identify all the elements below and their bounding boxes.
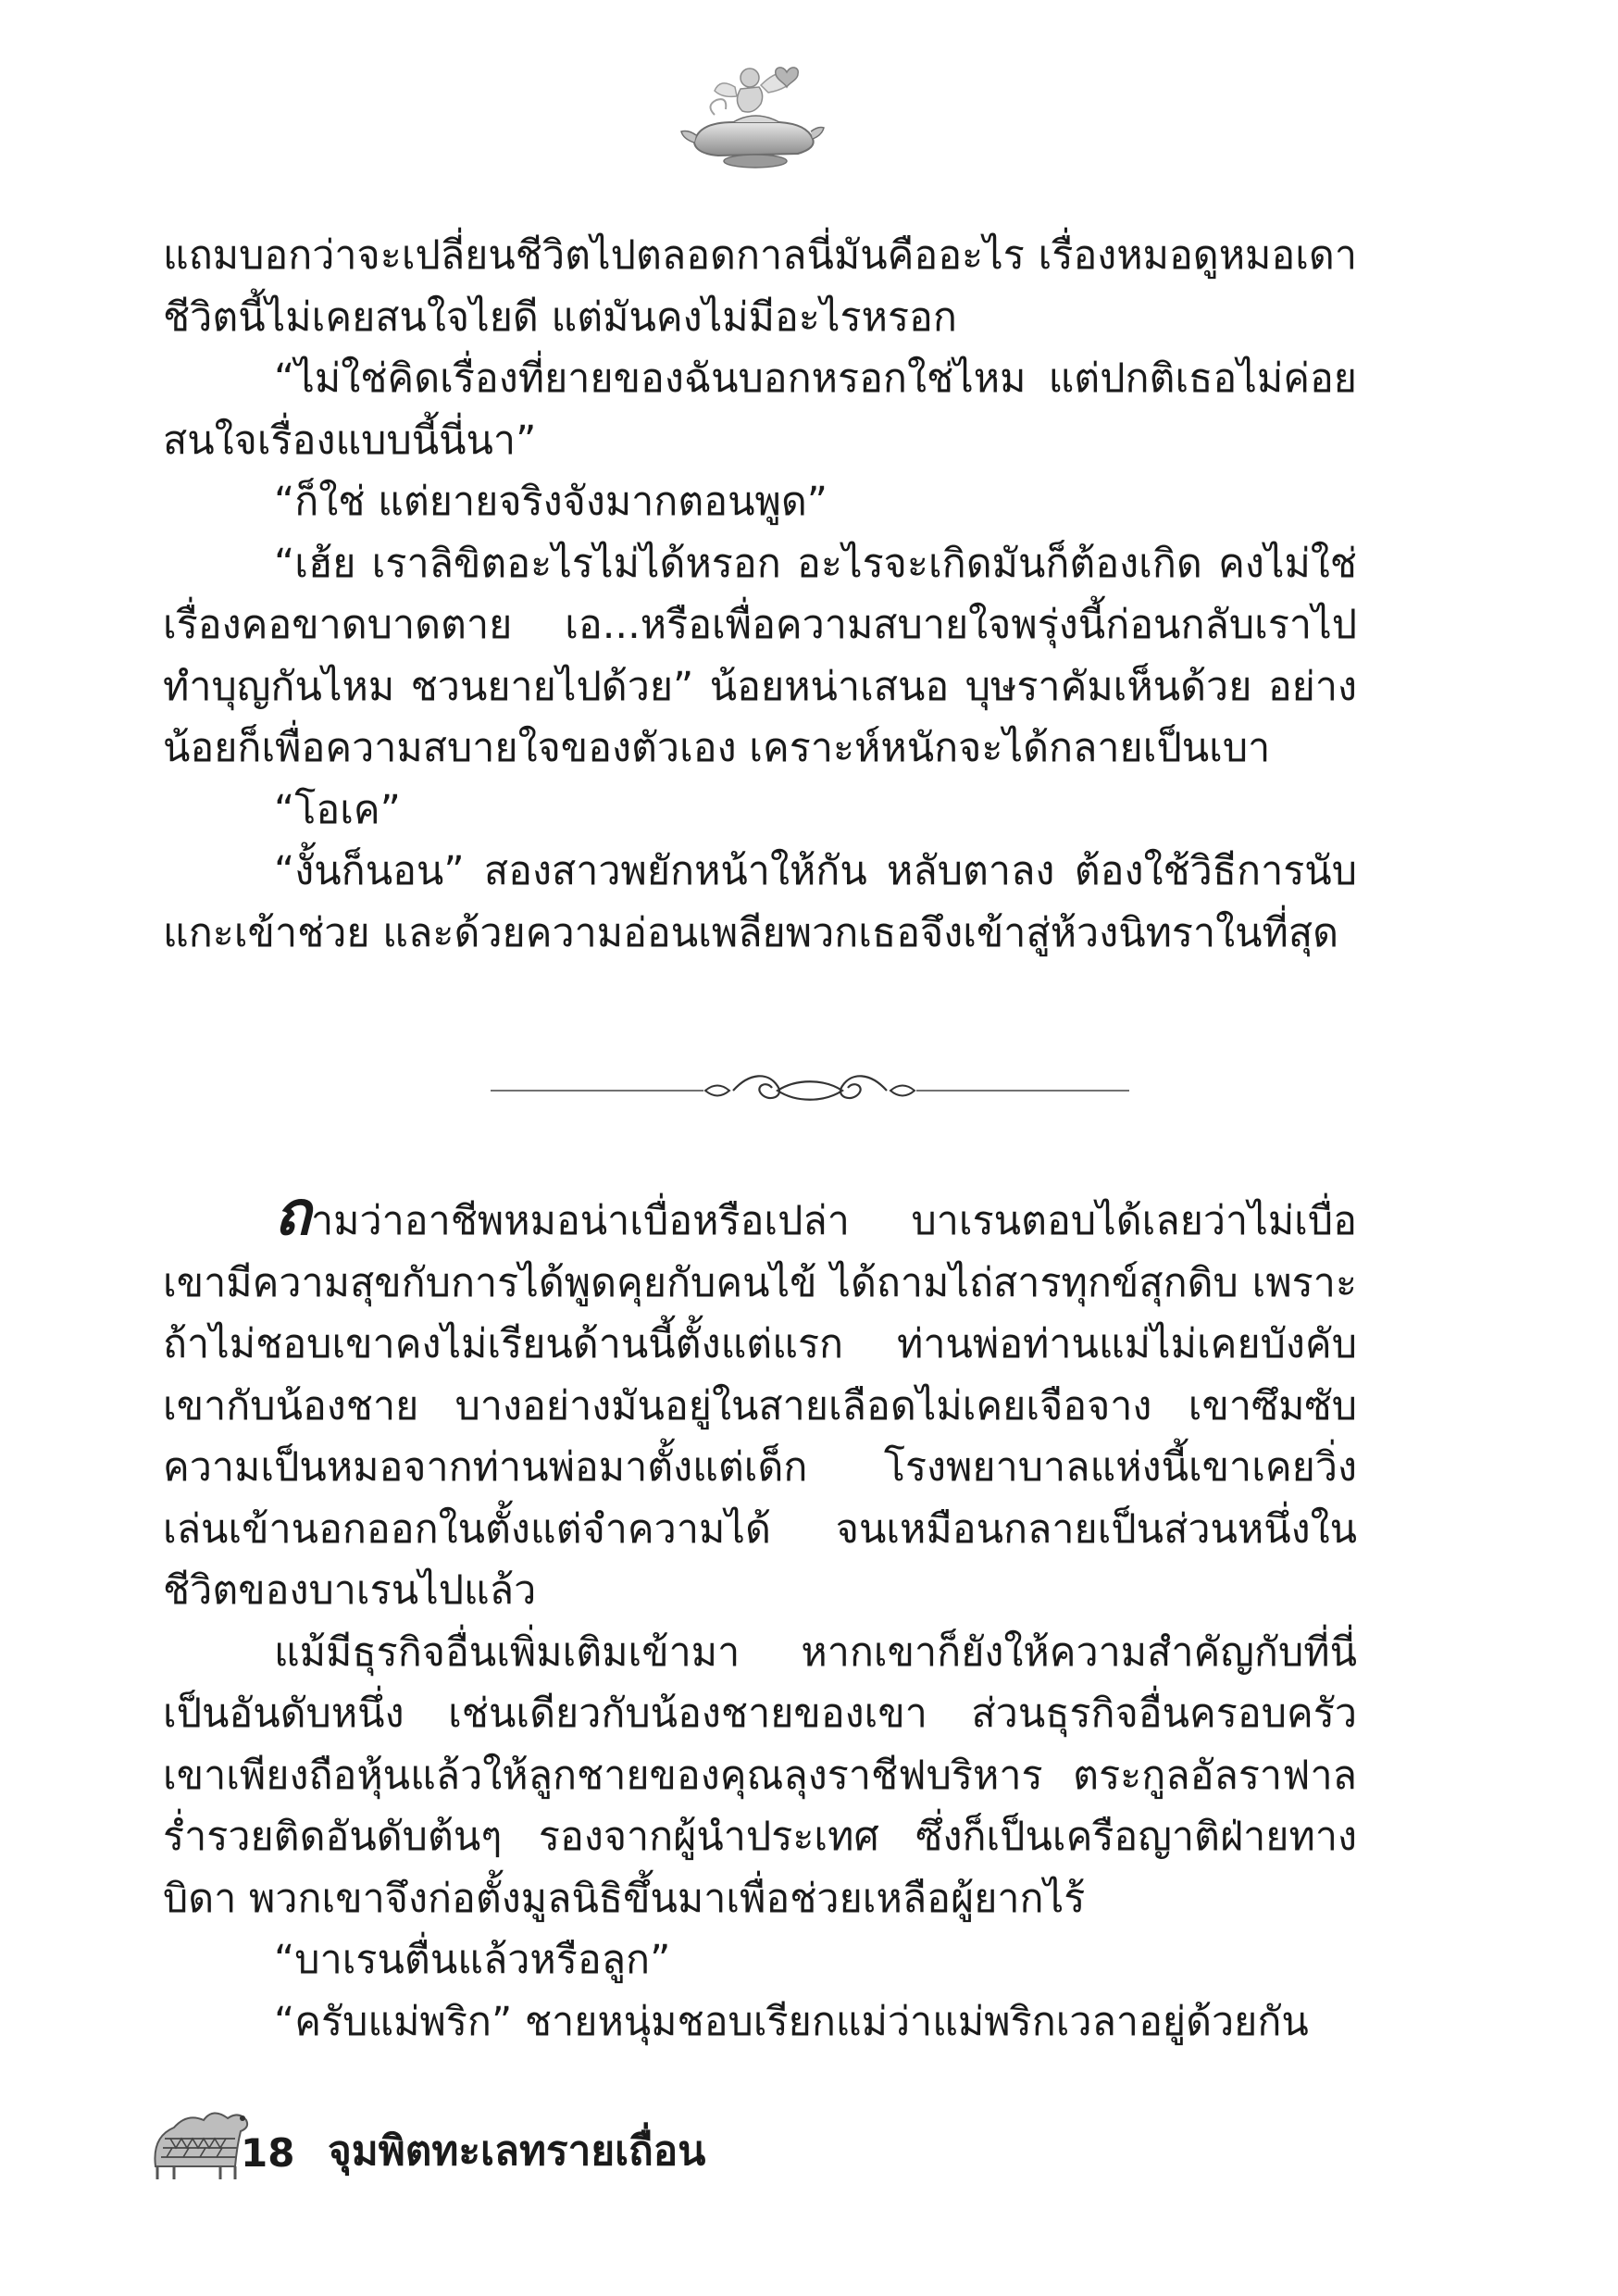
paragraph: “ครับแม่พริก” ชายหนุ่มชอบเรียกแม่ว่าแม่พริกเวลาอยู่ด้วยกัน xyxy=(274,1998,1309,2045)
text-section-one xyxy=(163,225,1357,964)
flourish-divider-icon xyxy=(491,1067,1129,1114)
paragraph: “บาเรนตื่นแล้วหรือลูก” xyxy=(274,1937,671,1983)
paragraph: แม้มีธุรกิจอื่นเพิ่มเติมเข้ามา หากเขาก็ยังให้ความสำคัญกับที่นี่เป็นอันดับหนึ่ง เช่นเดียวกับน้องชายของเขา ส่วนธุรกิจอื่นครอบครัวเขาเพียงถือหุ้นแล้วให้ลูกชายของคุณลุงราชีฟบริหาร ตระกูลอัลราฟาลร่ำรวยติดอันดับต้นๆ รองจากผู้นำประเทศ ซึ่งก็เป็นเครือญาติฝ่ายทางบิดา พวกเขาจึงก่อตั้งมูลนิธิขึ้นมาเพื่อช่วยเหลือผู้ยากไร้ xyxy=(163,1628,1357,1922)
paragraph: “งั้นก็นอน” สองสาวพยักหน้าให้กัน หลับตาลง ต้องใช้วิธีการนับแกะเข้าช่วย และด้วยความอ่อนเพลียพวกเธอจึงเข้าสู่ห้วงนิทราในที่สุด xyxy=(163,848,1357,956)
paragraph-text: ามว่าอาชีพหมอน่าเบื่อหรือเปล่า บาเรนตอบได้เลยว่าไม่เบื่อ เขามีความสุขกับการได้พูดคุยกับคนไข้ ได้ถามไถ่สารทุกข์สุกดิบ เพราะถ้าไม่ชอบเขาคงไม่เรียนด้านนี้ตั้งแต่แรก ท่านพ่อท่านแม่ไม่เคยบังคับเขากับน้องชาย บางอย่างมันอยู่ในสายเลือดไม่เคยเจือจาง เขาซึมซับความเป็นหมอจากท่านพ่อมาตั้งแต่เด็ก โรงพยาบาลแห่งนี้เขาเคยวิ่งเล่นเข้านอกออกในตั้งแต่จำความได้ จนเหมือนกลายเป็นส่วนหนึ่งในชีวิตของบาเรนไปแล้ว xyxy=(163,1198,1357,1614)
text-section-two xyxy=(163,1178,1357,2053)
paragraph: “ไม่ใช่คิดเรื่องที่ยายของฉันบอกหรอกใช่ไหม แต่ปกติเธอไม่ค่อยสนใจเรื่องแบบนี้นี่นา” xyxy=(163,356,1357,464)
paragraph: “ก็ใช่ แต่ยายจริงจังมากตอนพูด” xyxy=(274,479,828,525)
genie-lamp-icon xyxy=(678,57,826,178)
paragraph: “เฮ้ย เราลิขิตอะไรไม่ได้หรอก อะไรจะเกิดมันก็ต้องเกิด คงไม่ใช่เรื่องคอขาดบาดตาย เอ...หรือเพื่อความสบายใจพรุ่งนี้ก่อนกลับเราไปทำบุญกันไหม ชวนยายไปด้วย” น้อยหน่าเสนอ บุษราคัมเห็นด้วย อย่างน้อยก็เพื่อความสบายใจของตัวเอง เคราะห์หนักจะได้กลายเป็นเบา xyxy=(163,540,1357,771)
dropcap-letter: ถ xyxy=(274,1178,311,1249)
page-footer xyxy=(146,2100,850,2192)
page-number: 18 xyxy=(241,2130,295,2176)
book-title: จุมพิตทะเลทรายเถื่อน xyxy=(328,2128,706,2175)
chapter-opening-paragraph xyxy=(163,1178,1357,1622)
paragraph: แถมบอกว่าจะเปลี่ยนชีวิตไปตลอดกาลนี่มันคืออะไร เรื่องหมอดูหมอเดาชีวิตนี้ไม่เคยสนใจไยดี แต่มันคงไม่มีอะไรหรอก xyxy=(163,232,1357,341)
paragraph: “โอเค” xyxy=(274,786,401,833)
camel-icon xyxy=(146,2100,253,2183)
